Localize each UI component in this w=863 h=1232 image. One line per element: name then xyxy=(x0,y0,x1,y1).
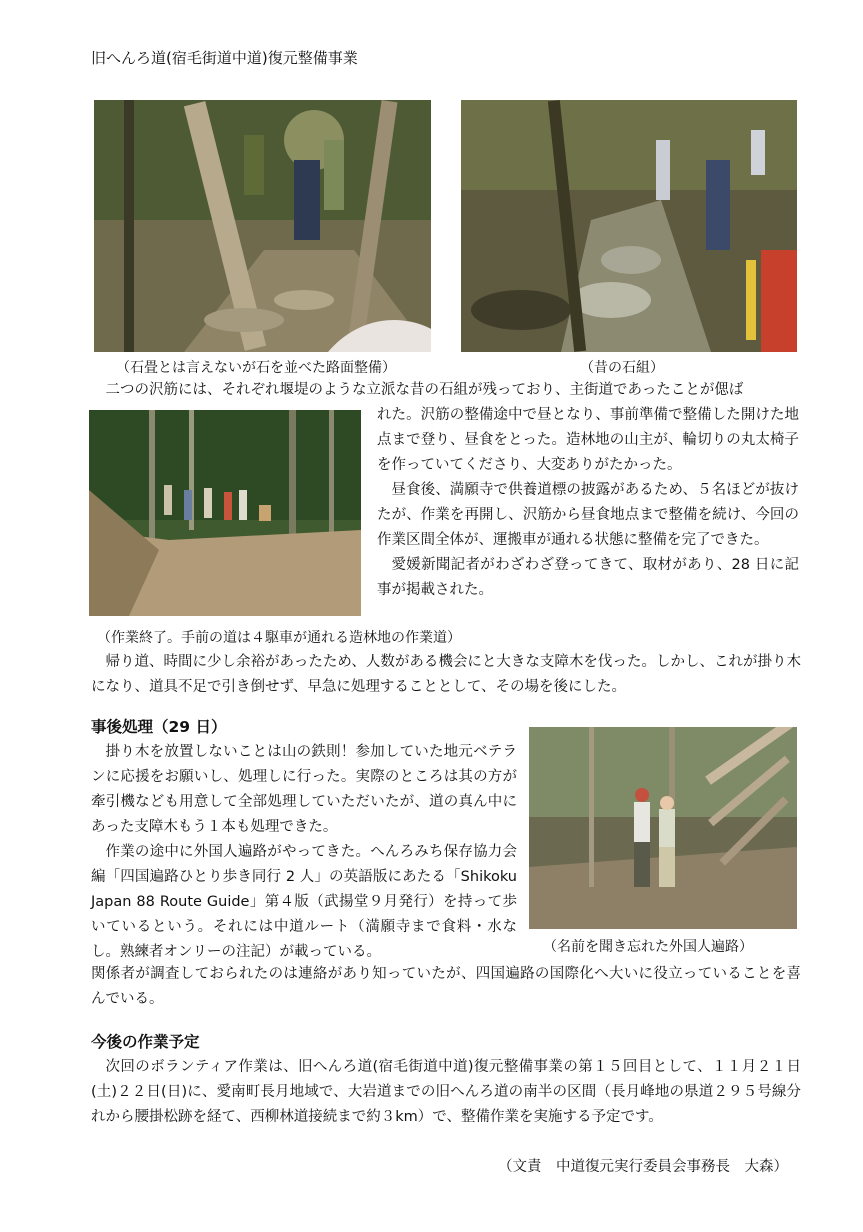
photo-foreign-pilgrims xyxy=(529,727,797,929)
body-paragraph: れた。沢筋の整備途中で昼となり、事前準備で整備した開けた地点まで登り、昼食をとった。造林地の山主が、輪切りの丸太椅子を作っていてくださり、大変ありがたかった。 xyxy=(377,407,799,473)
photo-caption: （昔の石組） xyxy=(580,360,664,376)
photo-old-stone-wall xyxy=(461,100,797,352)
body-paragraph: 二つの沢筋には、それぞれ堰堤のような立派な昔の石組が残っており、主街道であったことが偲ば xyxy=(105,382,744,398)
document-title: 旧へんろ道(宿毛街道中道)復元整備事業 xyxy=(91,49,358,67)
body-paragraph: 掛り木を放置しないことは山の鉄則！参加していた地元ベテランに応援をお願いし、処理しに行った。実際のところは其の方が牽引機なども用意して全部処理していただいたが、道の真ん中にあった支障木もう１本も処理できた。 xyxy=(91,744,517,835)
body-paragraph: 次回のボランティア作業は、旧へんろ道(宿毛街道中道)復元整備事業の第１５回目として、１１月２１日(土)２２日(日)に、愛南町長月地域で、大岩道までの旧へんろ道の南半の区間（長月峰地の県道２９５号線分れから腰掛松跡を経て、西柳林道接続まで約３km）で、整備作業を実施する予定です。 xyxy=(91,1059,801,1125)
body-paragraph: 作業の途中に外国人遍路がやってきた。へんろみち保存協力会編「四国遍路ひとり歩き同行 2 人」の英語版にあたる「Shikoku Japan 88 Route Guide」第４版（武揚堂９月発行）を持って歩いているという。それには中道ルート（満願寺まで食料・水なし。熟練者オンリーの注記）が載っている。 xyxy=(91,844,517,960)
photo-caption: （作業終了。手前の道は４駆車が通れる造林地の作業道） xyxy=(97,630,461,646)
photo-work-finished xyxy=(89,410,361,616)
body-paragraph: 昼食後、満願寺で供養道標の披露があるため、５名ほどが抜けたが、作業を再開し、沢筋から昼食地点まで整備を続け、今回の作業区間全体が、運搬車が通れる状態に整備を完了できた。 xyxy=(377,482,799,548)
photo-caption: （名前を聞き忘れた外国人遍路） xyxy=(543,939,753,955)
body-paragraph: 帰り道、時間に少し余裕があったため、人数がある機会にと大きな支障木を伐った。しかし、これが掛り木になり、道具不足で引き倒せず、早急に処理することとして、その場を後にした。 xyxy=(91,654,801,695)
photo-caption: （石畳とは言えないが石を並べた路面整備） xyxy=(116,360,396,376)
photo-stone-road-work xyxy=(94,100,431,352)
body-paragraph: 愛媛新聞記者がわざわざ登ってきて、取材があり、28 日に記事が掲載された。 xyxy=(377,557,799,598)
section-heading: 事後処理（29 日） xyxy=(91,718,227,736)
author-credit: （文責 中道復元実行委員会事務長 大森） xyxy=(498,1159,788,1175)
section-heading: 今後の作業予定 xyxy=(91,1033,200,1051)
body-paragraph: 関係者が調査しておられたのは連絡があり知っていたが、四国遍路の国際化へ大いに役立っていることを喜んでいる。 xyxy=(91,966,801,1007)
